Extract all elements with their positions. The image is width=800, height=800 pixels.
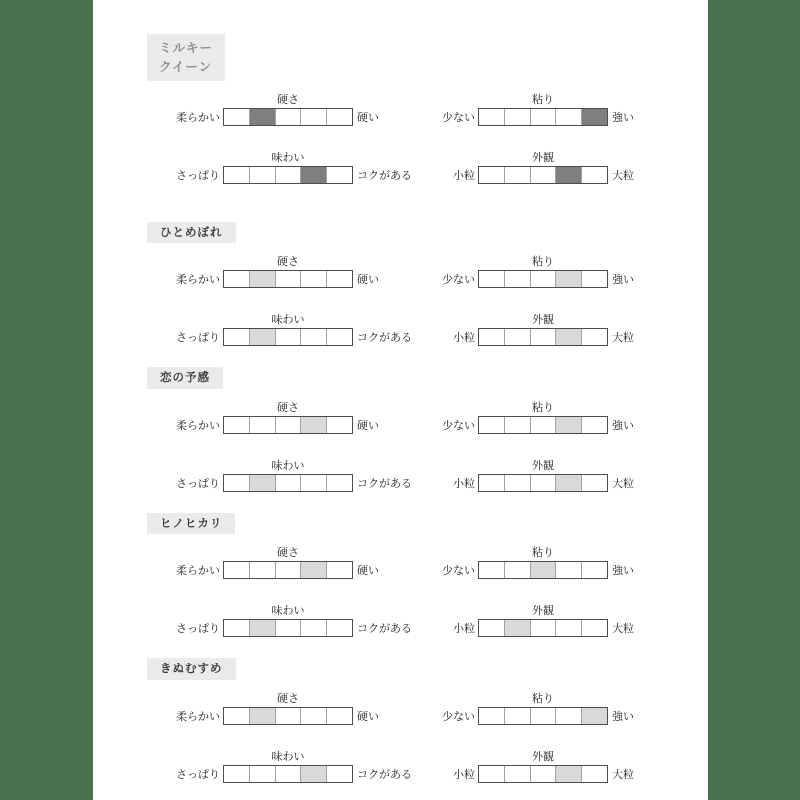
rating-bar bbox=[478, 416, 608, 434]
scale-right-label: 大粒 bbox=[612, 622, 634, 636]
rating-cell-filled bbox=[250, 708, 276, 724]
scale-right-label: 大粒 bbox=[612, 331, 634, 345]
variety-name-badge bbox=[147, 34, 225, 81]
scale-unit bbox=[164, 149, 414, 184]
rating-cell bbox=[301, 271, 327, 287]
scale-right-label: 強い bbox=[612, 564, 634, 578]
scale-right-label: 大粒 bbox=[612, 767, 634, 781]
scale-right-label: 大粒 bbox=[612, 476, 634, 490]
variety-name-line: クイーン bbox=[159, 59, 213, 75]
scale-title: 硬さ bbox=[277, 400, 299, 414]
scale-left-label: 柔らかい bbox=[176, 418, 220, 432]
scale-title: 外観 bbox=[532, 458, 554, 472]
rating-cell-filled bbox=[556, 417, 582, 433]
scale-title: 外観 bbox=[532, 604, 554, 618]
scale-row bbox=[164, 474, 414, 492]
scale-row bbox=[419, 328, 669, 346]
rating-cell bbox=[556, 562, 582, 578]
variety-name-badge bbox=[147, 658, 236, 680]
rating-cell bbox=[224, 475, 250, 491]
scale-right-label: コクがある bbox=[357, 622, 412, 636]
rating-cell bbox=[531, 329, 557, 345]
rating-bar bbox=[478, 474, 608, 492]
scale-right-label: 硬い bbox=[357, 110, 379, 124]
variety-name-line: ひとめぼれ bbox=[160, 224, 223, 239]
rating-bar bbox=[223, 765, 353, 783]
scale-row bbox=[164, 108, 414, 126]
scale-row bbox=[419, 707, 669, 725]
rating-cell bbox=[531, 620, 557, 636]
scales-grid bbox=[164, 253, 708, 346]
rating-cell bbox=[505, 708, 531, 724]
scale-title: 硬さ bbox=[277, 92, 299, 106]
rating-cell bbox=[250, 167, 276, 183]
variety-block bbox=[147, 34, 708, 184]
scales-grid bbox=[164, 544, 708, 637]
rating-cell bbox=[556, 708, 582, 724]
scale-title: 粘り bbox=[532, 400, 554, 414]
scale-right-label: 硬い bbox=[357, 709, 379, 723]
scale-title: 粘り bbox=[532, 546, 554, 560]
rating-cell-filled bbox=[301, 562, 327, 578]
rating-cell bbox=[224, 167, 250, 183]
rating-cell bbox=[224, 562, 250, 578]
rating-bar bbox=[223, 707, 353, 725]
scale-right-label: コクがある bbox=[357, 476, 412, 490]
rating-cell bbox=[224, 620, 250, 636]
rating-cell bbox=[582, 167, 607, 183]
rating-cell bbox=[224, 109, 250, 125]
rating-cell bbox=[327, 329, 352, 345]
variety-block bbox=[147, 221, 708, 347]
rating-cell bbox=[276, 766, 302, 782]
scale-unit bbox=[419, 544, 669, 579]
scale-left-label: 少ない bbox=[442, 709, 475, 723]
rating-cell bbox=[531, 167, 557, 183]
scale-right-label: 強い bbox=[612, 110, 634, 124]
rating-cell bbox=[276, 271, 302, 287]
scale-row bbox=[419, 619, 669, 637]
rating-cell bbox=[505, 766, 531, 782]
rating-cell bbox=[505, 109, 531, 125]
rating-cell-filled bbox=[531, 562, 557, 578]
rating-cell bbox=[479, 109, 505, 125]
scale-right-label: 硬い bbox=[357, 564, 379, 578]
variety-name-line: きぬむすめ bbox=[160, 661, 223, 676]
scale-left-label: 小粒 bbox=[453, 476, 475, 490]
rating-cell bbox=[224, 417, 250, 433]
rating-cell bbox=[327, 708, 352, 724]
rating-cell bbox=[479, 271, 505, 287]
rating-cell bbox=[301, 109, 327, 125]
rating-cell bbox=[505, 329, 531, 345]
variety-name-line: ヒノヒカリ bbox=[160, 515, 223, 530]
scale-unit bbox=[164, 748, 414, 783]
rating-cell bbox=[505, 417, 531, 433]
rating-cell bbox=[582, 620, 607, 636]
scale-unit bbox=[164, 602, 414, 637]
scale-right-label: 強い bbox=[612, 273, 634, 287]
rating-bar bbox=[478, 328, 608, 346]
scale-left-label: 柔らかい bbox=[176, 273, 220, 287]
rating-cell bbox=[250, 562, 276, 578]
rating-cell-filled bbox=[556, 766, 582, 782]
rating-cell bbox=[327, 562, 352, 578]
rating-cell bbox=[276, 475, 302, 491]
variety-name-line: ミルキー bbox=[159, 40, 214, 55]
scale-unit bbox=[164, 690, 414, 725]
rating-bar bbox=[223, 561, 353, 579]
rating-cell-filled bbox=[301, 766, 327, 782]
rating-cell-filled bbox=[556, 167, 582, 183]
scale-left-label: 小粒 bbox=[453, 622, 475, 636]
scale-row bbox=[164, 619, 414, 637]
rating-bar bbox=[223, 270, 353, 288]
scale-unit bbox=[419, 457, 669, 492]
rating-cell-filled bbox=[250, 475, 276, 491]
scale-title: 味わい bbox=[271, 458, 305, 472]
rating-cell bbox=[479, 417, 505, 433]
scale-left-label: 小粒 bbox=[453, 168, 475, 182]
scale-row bbox=[164, 561, 414, 579]
rating-cell bbox=[327, 766, 352, 782]
scale-row bbox=[419, 166, 669, 184]
rating-bar bbox=[223, 416, 353, 434]
scale-title: 粘り bbox=[532, 255, 554, 269]
scale-right-label: 強い bbox=[612, 418, 634, 432]
rating-cell bbox=[582, 271, 607, 287]
scale-unit bbox=[419, 149, 669, 184]
scale-unit bbox=[419, 311, 669, 346]
scale-right-label: 強い bbox=[612, 709, 634, 723]
rating-cell bbox=[301, 620, 327, 636]
scale-left-label: さっぱり bbox=[176, 331, 220, 345]
rating-cell-filled bbox=[250, 329, 276, 345]
rating-cell bbox=[301, 475, 327, 491]
rating-cell bbox=[327, 167, 352, 183]
rating-cell bbox=[276, 167, 302, 183]
rating-cell bbox=[505, 167, 531, 183]
rating-cell-filled bbox=[556, 271, 582, 287]
scale-left-label: 少ない bbox=[442, 273, 475, 287]
rating-cell bbox=[301, 708, 327, 724]
scale-title: 粘り bbox=[532, 691, 554, 705]
rating-cell bbox=[505, 271, 531, 287]
rating-cell bbox=[582, 766, 607, 782]
rating-cell bbox=[479, 329, 505, 345]
rating-cell bbox=[556, 109, 582, 125]
rating-cell bbox=[327, 271, 352, 287]
rating-bar bbox=[223, 108, 353, 126]
rating-bar bbox=[478, 707, 608, 725]
rating-cell bbox=[276, 562, 302, 578]
scales-grid bbox=[164, 399, 708, 492]
variety-name-badge bbox=[147, 222, 236, 244]
scale-left-label: 柔らかい bbox=[176, 564, 220, 578]
scale-row bbox=[419, 561, 669, 579]
scale-left-label: さっぱり bbox=[176, 622, 220, 636]
rating-cell bbox=[479, 620, 505, 636]
variety-name-badge bbox=[147, 513, 235, 535]
rating-cell bbox=[479, 708, 505, 724]
rating-cell bbox=[531, 708, 557, 724]
scale-unit bbox=[419, 690, 669, 725]
rating-cell bbox=[276, 417, 302, 433]
rating-cell bbox=[582, 329, 607, 345]
scale-left-label: 少ない bbox=[442, 110, 475, 124]
rating-cell-filled bbox=[582, 109, 607, 125]
scale-left-label: さっぱり bbox=[176, 168, 220, 182]
scale-title: 硬さ bbox=[277, 691, 299, 705]
scale-unit bbox=[164, 91, 414, 126]
scale-unit bbox=[419, 748, 669, 783]
variety-name-line: 恋の予感 bbox=[160, 370, 210, 385]
rating-bar bbox=[478, 166, 608, 184]
rating-cell-filled bbox=[582, 708, 607, 724]
scale-left-label: 少ない bbox=[442, 418, 475, 432]
scale-left-label: 柔らかい bbox=[176, 110, 220, 124]
scale-left-label: 柔らかい bbox=[176, 709, 220, 723]
rating-bar bbox=[223, 474, 353, 492]
scale-left-label: 小粒 bbox=[453, 767, 475, 781]
rating-cell bbox=[327, 620, 352, 636]
rating-cell bbox=[327, 475, 352, 491]
rating-bar bbox=[478, 270, 608, 288]
scale-row bbox=[419, 270, 669, 288]
scales-grid bbox=[164, 91, 708, 184]
rating-cell bbox=[479, 167, 505, 183]
variety-block bbox=[147, 512, 708, 638]
rating-cell bbox=[224, 271, 250, 287]
rating-bar bbox=[223, 619, 353, 637]
rating-cell bbox=[327, 109, 352, 125]
rating-cell-filled bbox=[556, 475, 582, 491]
rating-cell bbox=[479, 475, 505, 491]
scale-right-label: 硬い bbox=[357, 418, 379, 432]
variety-list bbox=[93, 0, 708, 783]
scale-row bbox=[164, 416, 414, 434]
scale-unit bbox=[164, 253, 414, 288]
rating-cell-filled bbox=[301, 417, 327, 433]
rating-cell bbox=[582, 562, 607, 578]
rating-cell-filled bbox=[556, 329, 582, 345]
scale-title: 味わい bbox=[271, 150, 305, 164]
scale-row bbox=[164, 707, 414, 725]
rating-cell-filled bbox=[505, 620, 531, 636]
scale-row bbox=[164, 270, 414, 288]
scale-title: 味わい bbox=[271, 749, 305, 763]
rating-cell bbox=[531, 417, 557, 433]
variety-name-badge bbox=[147, 367, 223, 389]
scale-right-label: 硬い bbox=[357, 273, 379, 287]
scale-left-label: さっぱり bbox=[176, 767, 220, 781]
scale-unit bbox=[164, 544, 414, 579]
rating-cell bbox=[582, 475, 607, 491]
rating-bar bbox=[478, 108, 608, 126]
scale-unit bbox=[164, 311, 414, 346]
scales-grid bbox=[164, 690, 708, 783]
rating-cell bbox=[479, 562, 505, 578]
scale-unit bbox=[419, 91, 669, 126]
rating-cell bbox=[276, 708, 302, 724]
rating-cell-filled bbox=[250, 271, 276, 287]
rating-cell bbox=[531, 475, 557, 491]
rating-cell bbox=[250, 766, 276, 782]
rating-bar bbox=[478, 619, 608, 637]
rating-cell bbox=[531, 109, 557, 125]
scale-right-label: 大粒 bbox=[612, 168, 634, 182]
scale-left-label: 小粒 bbox=[453, 331, 475, 345]
scale-title: 硬さ bbox=[277, 546, 299, 560]
scale-right-label: コクがある bbox=[357, 331, 412, 345]
scale-row bbox=[419, 416, 669, 434]
scale-title: 粘り bbox=[532, 92, 554, 106]
rating-bar bbox=[478, 561, 608, 579]
rating-bar bbox=[223, 328, 353, 346]
content-panel bbox=[93, 0, 708, 800]
variety-block bbox=[147, 366, 708, 492]
rating-bar bbox=[478, 765, 608, 783]
rating-cell bbox=[327, 417, 352, 433]
rating-cell bbox=[556, 620, 582, 636]
scale-unit bbox=[164, 399, 414, 434]
rating-cell bbox=[531, 766, 557, 782]
rating-cell-filled bbox=[301, 167, 327, 183]
rating-cell bbox=[276, 329, 302, 345]
variety-block bbox=[147, 657, 708, 783]
scale-row bbox=[164, 166, 414, 184]
scale-row bbox=[419, 108, 669, 126]
scale-row bbox=[164, 765, 414, 783]
scale-title: 味わい bbox=[271, 604, 305, 618]
scale-unit bbox=[419, 602, 669, 637]
rating-cell bbox=[276, 620, 302, 636]
rating-cell bbox=[301, 329, 327, 345]
rating-cell bbox=[505, 562, 531, 578]
rating-cell bbox=[224, 708, 250, 724]
scale-right-label: コクがある bbox=[357, 168, 412, 182]
scale-row bbox=[419, 474, 669, 492]
scale-row bbox=[164, 328, 414, 346]
rating-cell bbox=[224, 766, 250, 782]
rating-bar bbox=[223, 166, 353, 184]
scale-left-label: さっぱり bbox=[176, 476, 220, 490]
scale-title: 味わい bbox=[271, 313, 305, 327]
rating-cell bbox=[224, 329, 250, 345]
scale-title: 外観 bbox=[532, 313, 554, 327]
scale-unit bbox=[419, 399, 669, 434]
rating-cell bbox=[250, 417, 276, 433]
rating-cell bbox=[531, 271, 557, 287]
rating-cell-filled bbox=[250, 109, 276, 125]
rating-cell bbox=[479, 766, 505, 782]
scale-left-label: 少ない bbox=[442, 564, 475, 578]
scale-unit bbox=[164, 457, 414, 492]
rating-cell bbox=[505, 475, 531, 491]
scale-right-label: コクがある bbox=[357, 767, 412, 781]
rating-cell-filled bbox=[250, 620, 276, 636]
scale-unit bbox=[419, 253, 669, 288]
scale-title: 外観 bbox=[532, 150, 554, 164]
rating-cell bbox=[276, 109, 302, 125]
rating-cell bbox=[582, 417, 607, 433]
scale-row bbox=[419, 765, 669, 783]
scale-title: 外観 bbox=[532, 749, 554, 763]
scale-title: 硬さ bbox=[277, 255, 299, 269]
